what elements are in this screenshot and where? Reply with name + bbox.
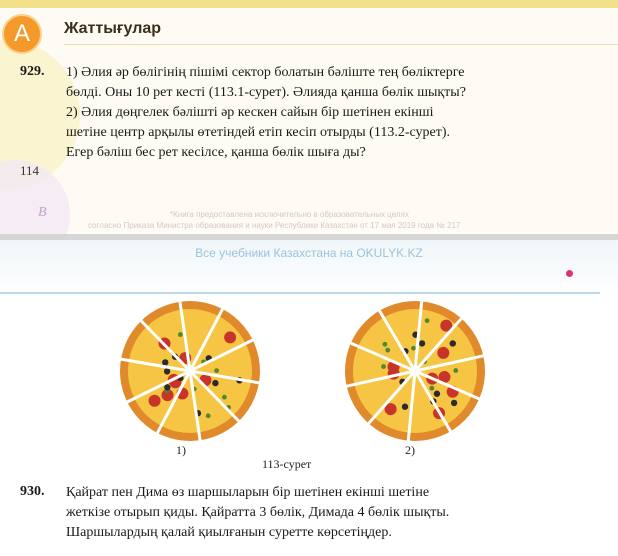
decorative-dot [566, 270, 573, 277]
pizza-herb [385, 348, 390, 353]
pizza-olive [402, 404, 408, 410]
page-number: 114 [20, 163, 40, 178]
pizza-olive [451, 400, 457, 406]
figure-caption: 113-сурет [262, 457, 312, 471]
pizza-olive [450, 340, 456, 346]
pizza-herb [222, 395, 227, 400]
watermark-notice: согласно Приказа Министра образования и науки Республики Казахстан от 17 мая 2019 года № 217 [88, 221, 461, 230]
letter-mark: В [38, 205, 47, 220]
exercise-929-line: шетіне центр арқылы өтетіндей етіп кесіп отырды (113.2-сурет). [66, 125, 451, 140]
textbook-page-top [0, 0, 618, 236]
figure-label-2: 2) [405, 443, 415, 457]
exercise-929-line: Егер бәліш бес рет кесілсе, қанша бөлік шыға ды? [66, 145, 366, 160]
pizza-olive [212, 380, 218, 386]
section-title: Жаттығулар [64, 20, 162, 37]
exercise-930-line: Шаршылардың қалай қиылғанын суретте көрсетіңдер. [66, 525, 392, 540]
pizza-herb [429, 386, 434, 391]
exercise-930-text [66, 483, 596, 543]
pizza-herb [381, 364, 386, 369]
section-badge: A [2, 14, 42, 54]
pizza-herb [383, 342, 388, 347]
pizza-herb [214, 368, 219, 373]
header-rule [0, 292, 600, 294]
exercise-929-text [66, 63, 606, 163]
pizza-pepperoni [149, 395, 161, 407]
pizza-olive [164, 384, 170, 390]
exercise-930-line: Қайрат пен Дима өз шаршыларын бір шетінен екінші шетіне [66, 485, 430, 500]
pizza-figure-1 [117, 298, 263, 444]
pizza-herb [453, 368, 458, 373]
exercise-930-line: жеткізе отырып қиды. Қайратта 3 бөлік, Димада 4 бөлік шықты. [66, 505, 450, 520]
pizza-olive [434, 391, 440, 397]
pizza-pepperoni [224, 331, 236, 343]
header-bar [0, 0, 618, 8]
watermark-site: Все учебники Казахстана на OKULYK.KZ [195, 246, 423, 260]
pizza-olive [162, 359, 168, 365]
exercise-930-number: 930. [20, 484, 45, 499]
pizza-herb [425, 318, 430, 323]
exercise-929-line: бөлді. Оны 10 рет кесті (113.1-сурет). Әлияда қанша бөлік шықты? [66, 85, 466, 100]
pizza-herb [411, 346, 416, 351]
pizza-olive [164, 368, 170, 374]
title-underline [64, 44, 618, 45]
exercise-929-line: 2) Әлия дөңгелек бәліштi әр кескен сайын бір шетінен екінші [66, 105, 434, 120]
pizza-herb [206, 413, 211, 418]
pizza-herb [178, 332, 183, 337]
pizza-pepperoni [437, 347, 449, 359]
watermark-notice: *Книга предоставлена исключительно в образовательных целях [170, 210, 409, 219]
pizza-figure-2 [342, 298, 488, 444]
exercise-929-number: 929. [20, 64, 45, 79]
textbook-page-bottom [0, 240, 618, 556]
figure-label-1: 1) [176, 443, 186, 457]
pizza-olive [419, 340, 425, 346]
exercise-929-line: 1) Әлия әр бөлігінің пішімі сектор болатын бәліште тең бөліктерге [66, 65, 465, 80]
